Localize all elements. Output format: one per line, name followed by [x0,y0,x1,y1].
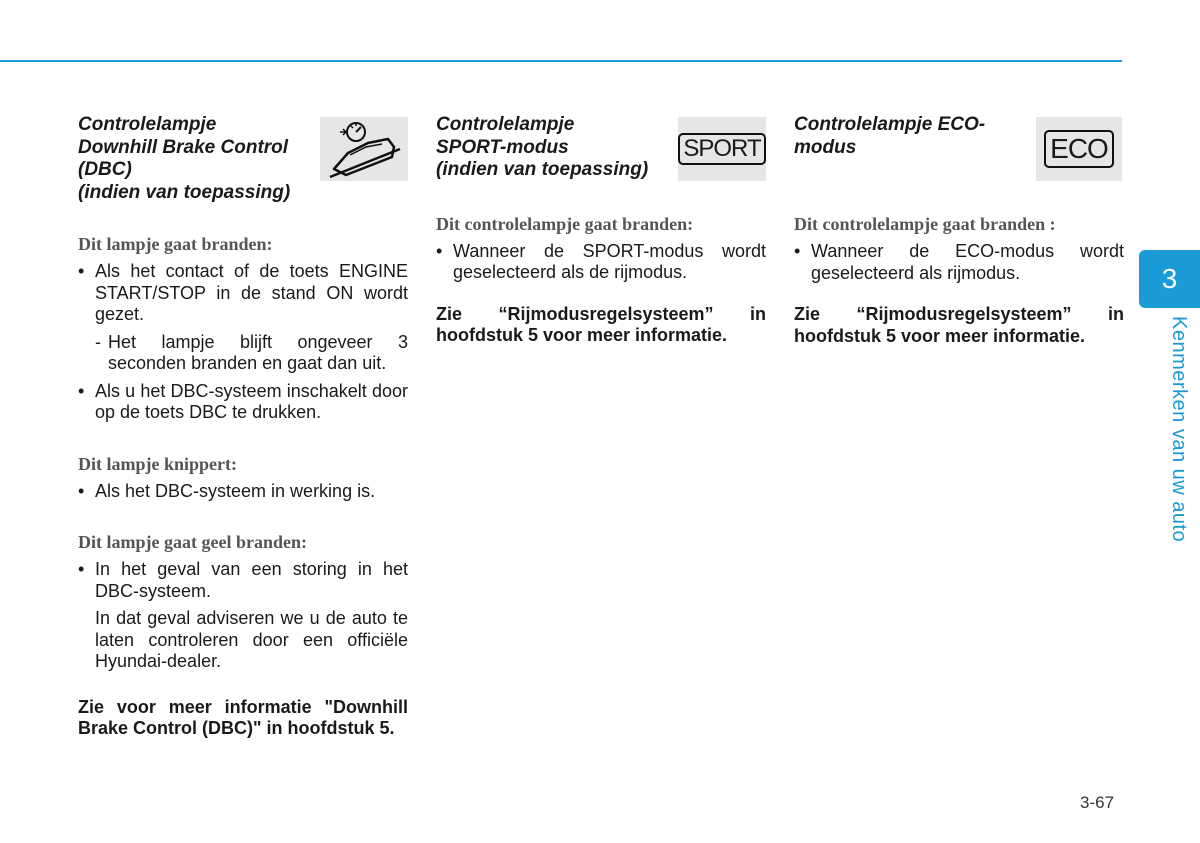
sport-icon-label: SPORT [678,133,765,165]
eco-heading: Dit controlelampje gaat branden : [794,214,1056,234]
dbc-on-list-2 [78,381,408,424]
eco-header [794,114,1124,174]
list-item: • Als u het DBC-systeem inschakelt door op de toets DBC te drukken. [78,381,408,424]
eco-note: Zie “Rijmodusregelsysteem” in hoofdstuk 5 voor meer informatie. [794,304,1124,346]
dbc-header [78,114,408,204]
sport-header [436,114,766,182]
eco-mode-icon [1036,117,1122,181]
sport-heading: Dit controlelampje gaat branden: [436,213,694,234]
downhill-car-icon [320,117,408,181]
list-item: • Als het DBC-systeem in werking is. [78,481,408,503]
sport-title: Controlelampje SPORT-modus (indien van toepassing) [436,114,649,180]
sport-mode-icon [678,117,766,181]
sport-list [436,241,766,284]
chapter-title: Kenmerken van uw auto [1168,316,1190,543]
chapter-tab: 3 [1139,250,1200,308]
eco-column [794,114,1124,347]
sport-note: Zie “Rijmodusregelsysteem” in hoofdstuk 5 voor meer informatie. [436,303,766,345]
dbc-yellow-heading: Dit lampje gaat geel branden: [78,532,307,552]
dbc-on-heading: Dit lampje gaat branden: [78,234,273,254]
list-item: • Wanneer de ECO-modus wordt geselecteerd als rijmodus. [794,241,1124,284]
eco-list [794,241,1124,284]
dbc-on-list [78,261,408,326]
eco-title: Controlelampje ECO- modus [794,114,986,158]
dbc-blink-list [78,481,408,503]
list-item: • Als het contact of de toets ENGINE START/STOP in de stand ON wordt gezet. [78,261,408,326]
list-item: • In het geval van een storing in het DBC-systeem. [78,559,408,602]
top-rule [0,60,1122,62]
dbc-blink-heading: Dit lampje knippert: [78,453,237,474]
dbc-column [78,114,408,740]
dbc-advice: In dat geval adviseren we u de auto te laten controleren door een officiële Hyundai-dealer. [95,608,408,671]
list-item: • Wanneer de SPORT-modus wordt geselecteerd als de rijmodus. [436,241,766,284]
sport-column [436,114,766,347]
page-number: 3-67 [1080,793,1115,812]
dbc-title: Controlelampje Downhill Brake Control (DBC) (indien van toepassing) [78,114,291,203]
dbc-yellow-list [78,559,408,602]
eco-icon-label: ECO [1044,130,1114,168]
dbc-dash-item: - Het lampje blijft ongeveer 3 seconden branden en gaat dan uit. [95,331,408,373]
dbc-note: Zie voor meer informatie "Downhill Brake Control (DBC)" in hoofdstuk 5. [78,696,408,738]
